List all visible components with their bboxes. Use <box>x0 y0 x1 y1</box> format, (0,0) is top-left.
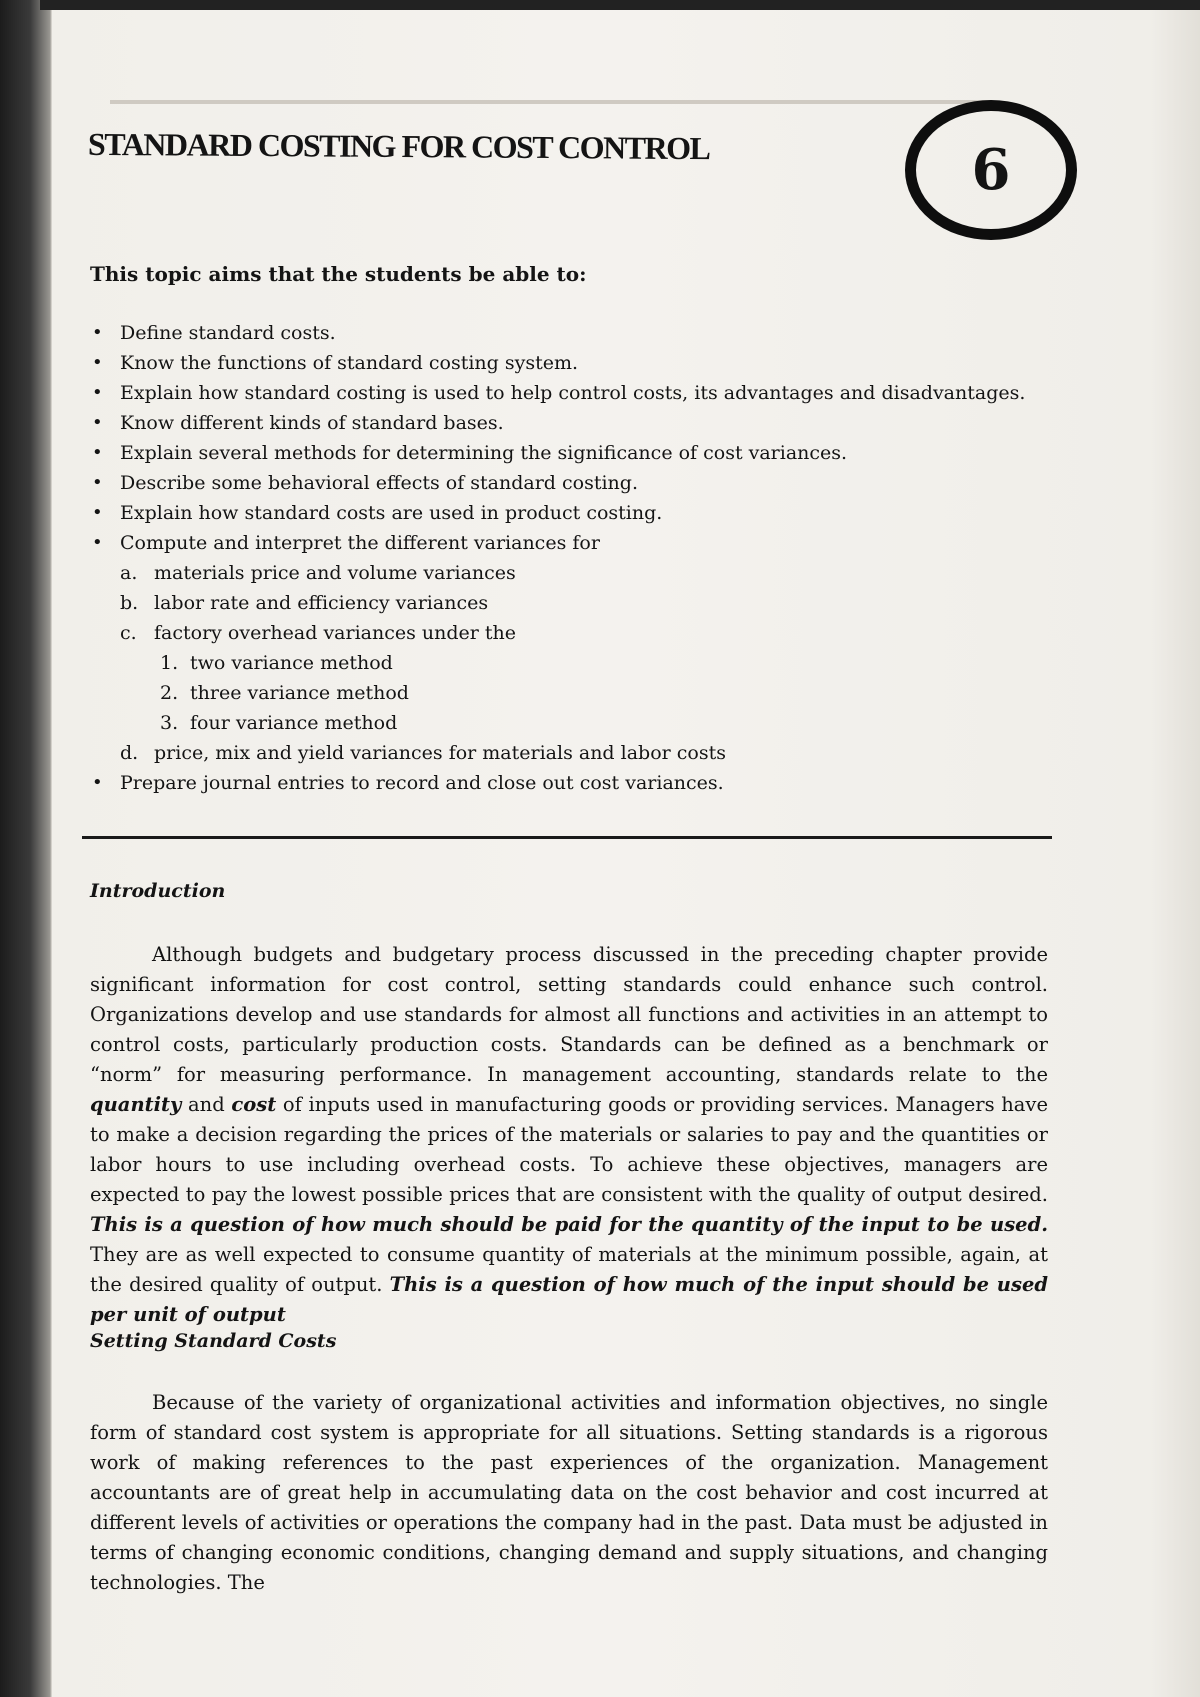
bullet-icon: • <box>92 352 103 373</box>
objective-item: • Explain how standard costs are used in product costing. <box>90 498 1050 528</box>
setting-standards-heading: Setting Standard Costs <box>90 1330 337 1352</box>
bullet-icon: • <box>92 412 103 433</box>
objective-item: • Describe some behavioral effects of standard costing. <box>90 468 1050 498</box>
bullet-icon: • <box>92 322 103 343</box>
objectives-list <box>90 318 1050 798</box>
objective-item: • Prepare journal entries to record and close out cost variances. <box>90 768 1050 798</box>
chapter-number-badge <box>905 100 1077 240</box>
variance-sublist <box>120 558 1050 768</box>
setting-standards-paragraph: Because of the variety of organizational activities and information objectives, no single form of standard cost system is appropriate for all situations. Setting standards is a rigorous work of making references to the past experiences of the organization. Management accountants are of great help in accumulating data on the cost behavior and cost incurred at different levels of activities or operations the company had in the past. Data must be adjusted in terms of changing economic conditions, changing demand and supply situations, and changing technologies. The <box>90 1391 1048 1594</box>
bullet-icon: • <box>92 472 103 493</box>
objective-item: • Explain several methods for determining the significance of cost variances. <box>90 438 1050 468</box>
sub-item: a. materials price and volume variances <box>120 562 516 584</box>
method-item: 2. three variance method <box>160 682 409 704</box>
book-binding-shadow <box>0 0 52 1697</box>
objective-item: • Define standard costs. <box>90 318 1050 348</box>
sub-item: d. price, mix and yield variances for materials and labor costs <box>120 742 726 764</box>
section-divider <box>82 836 1052 839</box>
bullet-icon: • <box>92 442 103 463</box>
bleed-through-line <box>110 100 990 104</box>
bullet-icon: • <box>92 382 103 403</box>
chapter-title: STANDARD COSTING FOR COST CONTROL <box>87 125 710 167</box>
objective-item: • Know the functions of standard costing system. <box>90 348 1050 378</box>
sub-item: c. factory overhead variances under the 1. two variance method 2. three variance method 3. four variance method <box>120 618 1050 738</box>
method-item: 3. four variance method <box>160 712 398 734</box>
overhead-method-list <box>154 648 1050 738</box>
method-item: 1. two variance method <box>160 652 393 674</box>
objective-item: • Compute and interpret the different variances for a. materials price and volume variances b. labor rate and efficiency variances c. factory overhead variances under the 1. two variance method 2. three variance method 3. four variance method d. price, mix and yield variances for materials and labor costs <box>90 528 1050 768</box>
objective-item: • Explain how standard costing is used to help control costs, its advantages and disadvantages. <box>90 378 1050 408</box>
bullet-icon: • <box>92 532 103 553</box>
top-edge-shadow <box>40 0 1200 10</box>
bullet-icon: • <box>92 772 103 793</box>
introduction-heading: Introduction <box>90 880 226 902</box>
bullet-icon: • <box>92 502 103 523</box>
introduction-paragraph: Although budgets and budgetary process discussed in the preceding chapter provide significant information for cost control, setting standards could enhance such control. Organizations develop and use standards for almost all functions and activities in an attempt to control costs, particularly production costs. Standards can be defined as a benchmark or “norm” for measuring performance. In management accounting, standards relate to the quantity and cost of inputs used in manufacturing goods or providing services. Managers have to make a decision regarding the prices of the materials or salaries to pay and the quantities or labor hours to use including overhead costs. To achieve these objectives, managers are expected to pay the lowest possible prices that are consistent with the quality of output desired. This is a question of how much should be paid for the quantity of the input to be used. They are as well expected to consume quantity of materials at the minimum possible, again, at the desired quality of output. This is a question of how much of the input should be used per unit of output <box>90 943 1048 1326</box>
chapter-number: 6 <box>971 137 1011 203</box>
objectives-intro: This topic aims that the students be able to: <box>90 262 587 286</box>
sub-item: b. labor rate and efficiency variances <box>120 592 489 614</box>
objective-item: • Know different kinds of standard bases. <box>90 408 1050 438</box>
